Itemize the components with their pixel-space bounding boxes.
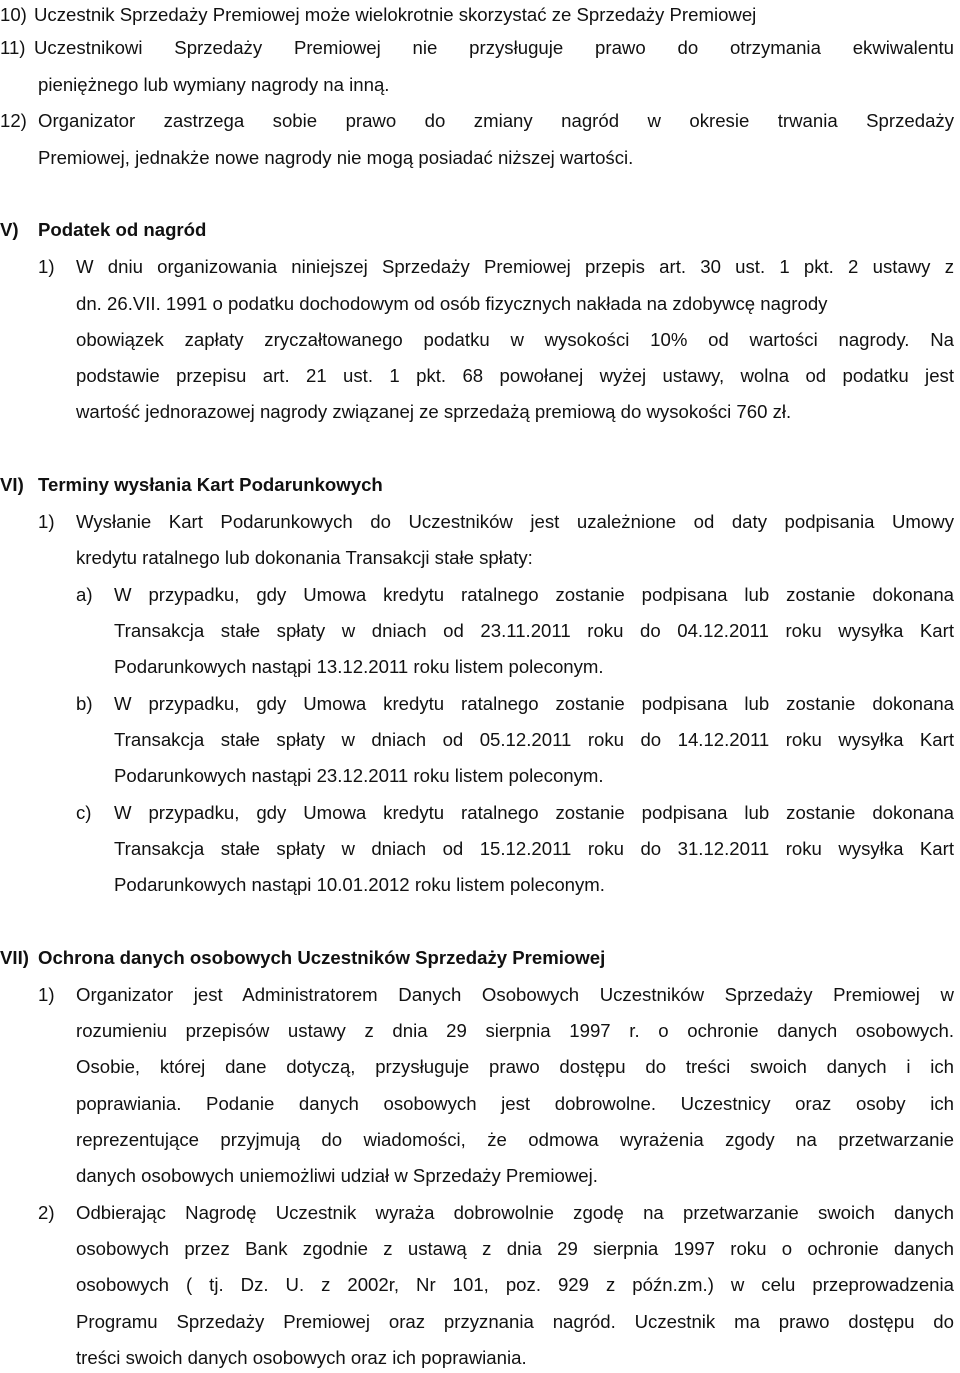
list-number: c): [76, 802, 92, 823]
document-line: [0, 834, 960, 864]
document-line: [0, 507, 960, 537]
document-line: [0, 1270, 960, 1300]
line-text: Odbierając Nagrodę Uczestnik wyraża dobrowolnie zgodę na przetwarzanie swoich danych: [76, 1202, 954, 1223]
document-line: [0, 0, 960, 30]
list-number: VI): [0, 474, 24, 495]
line-text: Osobie, której dane dotyczą, przysługuje prawo dostępu do treści swoich danych i ich: [76, 1056, 954, 1077]
line-text: Premiowej, jednakże nowe nagrody nie mogą posiadać niższej wartości.: [38, 147, 634, 168]
list-number: 1): [38, 256, 55, 277]
list-number: 2): [38, 1202, 55, 1223]
document-line: [0, 1016, 960, 1046]
line-text: Podarunkowych nastąpi 23.12.2011 roku listem poleconym.: [114, 765, 604, 786]
list-number: b): [76, 693, 93, 714]
line-text: Organizator zastrzega sobie prawo do zmiany nagród w okresie trwania Sprzedaży: [38, 110, 954, 131]
section-heading: [0, 470, 960, 500]
document-line: [0, 289, 960, 319]
line-text: Transakcja stałe spłaty w dniach od 23.11.2011 roku do 04.12.2011 roku wysyłka Kart: [114, 620, 954, 641]
line-text: danych osobowych uniemożliwi udział w Sprzedaży Premiowej.: [76, 1165, 598, 1186]
list-number: V): [0, 219, 19, 240]
line-text: Uczestnikowi Sprzedaży Premiowej nie przysługuje prawo do otrzymania ekwiwalentu: [34, 37, 954, 58]
line-text: obowiązek zapłaty zryczałtowanego podatku w wysokości 10% od wartości nagrody. Na: [76, 329, 954, 350]
line-text: podstawie przepisu art. 21 ust. 1 pkt. 68 powołanej wyżej ustawy, wolna od podatku jest: [76, 365, 954, 386]
document-line: [0, 252, 960, 282]
line-text: Podarunkowych nastąpi 10.01.2012 roku listem poleconym.: [114, 874, 605, 895]
document-line: [0, 397, 960, 427]
line-text: dn. 26.VII. 1991 o podatku dochodowym od osób fizycznych nakłada na zdobywcę nagrody: [76, 293, 828, 314]
document-line: [0, 543, 960, 573]
line-text: Transakcja stałe spłaty w dniach od 15.12.2011 roku do 31.12.2011 roku wysyłka Kart: [114, 838, 954, 859]
document-line: [0, 143, 960, 173]
line-text: osobowych ( tj. Dz. U. z 2002r, Nr 101, poz. 929 z późn.zm.) w celu przeprowadzenia: [76, 1274, 954, 1295]
line-text: W dniu organizowania niniejszej Sprzedaży Premiowej przepis art. 30 ust. 1 pkt. 2 ustawy z: [76, 256, 954, 277]
list-number: 1): [38, 984, 55, 1005]
line-text: Uczestnik Sprzedaży Premiowej może wielokrotnie skorzystać ze Sprzedaży Premiowej: [34, 4, 757, 25]
document-line: [0, 1343, 960, 1373]
document-line: [0, 361, 960, 391]
line-text: Podatek od nagród: [38, 219, 207, 240]
line-text: poprawiania. Podanie danych osobowych jest dobrowolne. Uczestnicy oraz osoby ich: [76, 1093, 954, 1114]
line-text: reprezentujące przyjmują do wiadomości, że odmowa wyrażenia zgody na przetwarzanie: [76, 1129, 954, 1150]
document-line: [0, 870, 960, 900]
document-line: [0, 1307, 960, 1337]
section-heading: [0, 943, 960, 973]
document-line: [0, 106, 960, 136]
line-text: W przypadku, gdy Umowa kredytu ratalnego zostanie podpisana lub zostanie dokonana: [114, 693, 954, 714]
line-text: rozumieniu przepisów ustawy z dnia 29 sierpnia 1997 r. o ochronie danych osobowych.: [76, 1020, 954, 1041]
document-line: [0, 1161, 960, 1191]
document-line: [0, 725, 960, 755]
line-text: Podarunkowych nastąpi 13.12.2011 roku listem poleconym.: [114, 656, 604, 677]
line-text: W przypadku, gdy Umowa kredytu ratalnego zostanie podpisana lub zostanie dokonana: [114, 584, 954, 605]
line-text: treści swoich danych osobowych oraz ich poprawiania.: [76, 1347, 527, 1368]
list-number: 1): [38, 511, 55, 532]
line-text: Transakcja stałe spłaty w dniach od 05.12.2011 roku do 14.12.2011 roku wysyłka Kart: [114, 729, 954, 750]
line-text: kredytu ratalnego lub dokonania Transakcji stałe spłaty:: [76, 547, 533, 568]
line-text: Terminy wysłania Kart Podarunkowych: [38, 474, 383, 495]
document-line: [0, 798, 960, 828]
document-line: [0, 70, 960, 100]
list-number: 11): [0, 37, 26, 58]
section-heading: [0, 215, 960, 245]
line-text: wartość jednorazowej nagrody związanej ze sprzedażą premiową do wysokości 760 zł.: [76, 401, 792, 422]
line-text: Ochrona danych osobowych Uczestników Sprzedaży Premiowej: [38, 947, 606, 968]
document-line: [0, 33, 960, 63]
document-line: [0, 761, 960, 791]
document-line: [0, 325, 960, 355]
line-text: Organizator jest Administratorem Danych Osobowych Uczestników Sprzedaży Premiowej w: [76, 984, 954, 1005]
document-line: [0, 580, 960, 610]
list-number: 10): [0, 4, 27, 25]
line-text: pieniężnego lub wymiany nagrody na inną.: [38, 74, 390, 95]
document-line: [0, 1052, 960, 1082]
line-text: Wysłanie Kart Podarunkowych do Uczestników jest uzależnione od daty podpisania Umowy: [76, 511, 954, 532]
line-text: Programu Sprzedaży Premiowej oraz przyznania nagród. Uczestnik ma prawo dostępu do: [76, 1311, 954, 1332]
document-line: [0, 652, 960, 682]
document-line: [0, 980, 960, 1010]
line-text: W przypadku, gdy Umowa kredytu ratalnego zostanie podpisana lub zostanie dokonana: [114, 802, 954, 823]
list-number: VII): [0, 947, 29, 968]
document-line: [0, 1198, 960, 1228]
document-line: [0, 689, 960, 719]
line-text: osobowych przez Bank zgodnie z ustawą z dnia 29 sierpnia 1997 roku o ochronie danych: [76, 1238, 954, 1259]
list-number: 12): [0, 110, 27, 131]
document-line: [0, 1125, 960, 1155]
document-line: [0, 1234, 960, 1264]
list-number: a): [76, 584, 93, 605]
document-line: [0, 1089, 960, 1119]
document-line: [0, 616, 960, 646]
